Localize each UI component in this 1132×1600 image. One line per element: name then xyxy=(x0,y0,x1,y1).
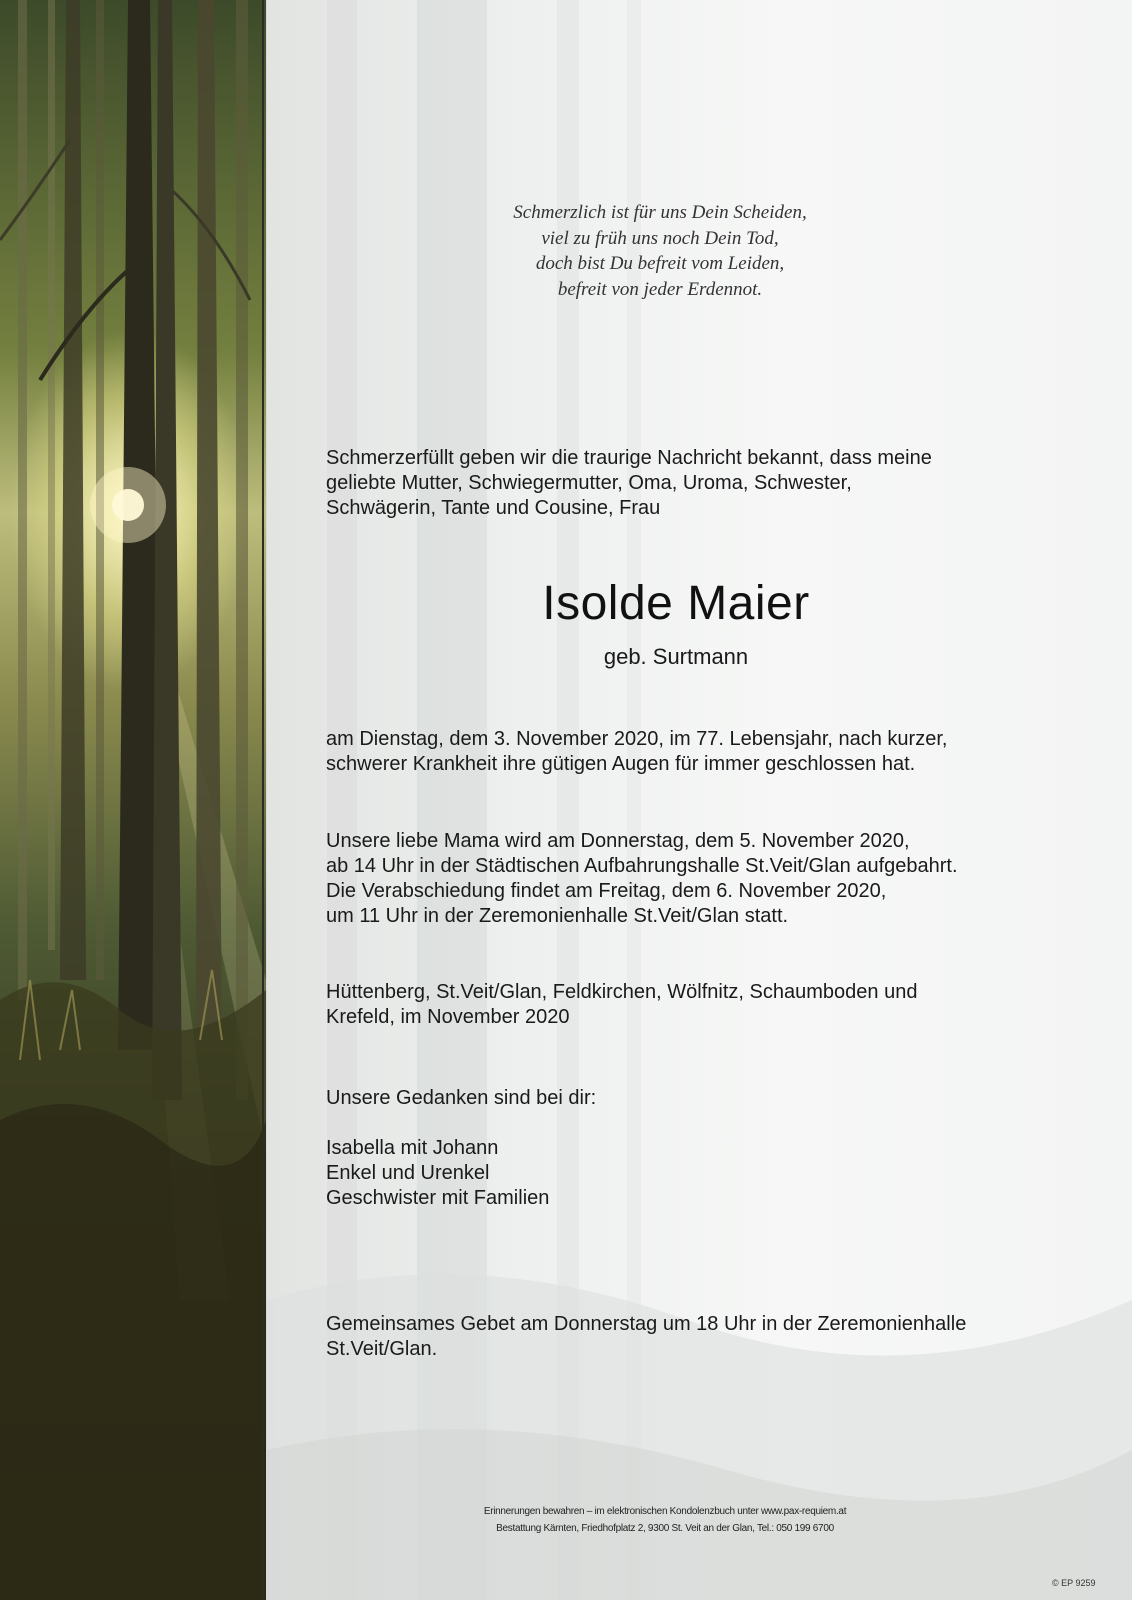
verse-line: Schmerzlich ist für uns Dein Scheiden, xyxy=(513,202,807,223)
ceremony-details xyxy=(326,829,958,929)
panel-divider xyxy=(262,0,264,1600)
places-line: Krefeld, im November 2020 xyxy=(326,1006,570,1028)
deceased-name: Isolde Maier xyxy=(542,577,810,630)
mourners-list xyxy=(326,1136,549,1211)
intro-line: Schwägerin, Tante und Cousine, Frau xyxy=(326,497,661,519)
print-code: © EP 9259 xyxy=(1052,1578,1096,1588)
mourner: Enkel und Urenkel xyxy=(326,1162,490,1184)
verse-line: viel zu früh uns noch Dein Tod, xyxy=(541,227,779,249)
ceremony-line: um 11 Uhr in der Zeremonienhalle St.Veit/Glan statt. xyxy=(326,905,789,927)
death-notice-line: am Dienstag, dem 3. November 2020, im 77. Lebensjahr, nach kurzer, xyxy=(326,728,948,750)
ceremony-line: Unsere liebe Mama wird am Donnerstag, dem 5. November 2020, xyxy=(326,830,910,852)
prayer-line: Gemeinsames Gebet am Donnerstag um 18 Uhr in der Zeremonienhalle xyxy=(326,1313,967,1335)
ceremony-line: Die Verabschiedung findet am Freitag, dem 6. November 2020, xyxy=(326,880,887,902)
death-notice xyxy=(326,727,947,777)
verse-line: befreit von jeder Erdennot. xyxy=(557,278,763,300)
death-notice-line: schwerer Krankheit ihre gütigen Augen für immer geschlossen hat. xyxy=(326,753,916,775)
intro-line: Schmerzerfüllt geben wir die traurige Nachricht bekannt, dass meine xyxy=(326,447,932,469)
mourner: Isabella mit Johann xyxy=(326,1137,499,1159)
memorial-verse xyxy=(420,200,900,302)
maiden-name: geb. Surtmann xyxy=(603,644,749,669)
verse-line: doch bist Du befreit vom Leiden, xyxy=(535,253,785,274)
places-line: Hüttenberg, St.Veit/Glan, Feldkirchen, Wölfnitz, Schaumboden und xyxy=(326,981,918,1003)
footer-funeral-home: Bestattung Kärnten, Friedhofplatz 2, 9300 St. Veit an der Glan, Tel.: 050 199 6700 xyxy=(496,1523,834,1534)
announcement-intro xyxy=(326,446,932,521)
footer-condolence-link: Erinnerungen bewahren – im elektronischen Kondolenzbuch unter www.pax-requiem.at xyxy=(483,1506,847,1517)
thoughts-heading-text: Unsere Gedanken sind bei dir: xyxy=(326,1087,597,1109)
forest-photo xyxy=(0,0,266,1600)
intro-line: geliebte Mutter, Schwiegermutter, Oma, Uroma, Schwester, xyxy=(326,472,852,494)
prayer-notice xyxy=(326,1312,966,1362)
ceremony-line: ab 14 Uhr in der Städtischen Aufbahrungshalle St.Veit/Glan aufgebahrt. xyxy=(326,855,958,877)
thoughts-heading xyxy=(326,1086,596,1111)
prayer-line: St.Veit/Glan. xyxy=(326,1338,438,1360)
mourner: Geschwister mit Familien xyxy=(326,1187,550,1209)
places-and-date xyxy=(326,980,917,1030)
